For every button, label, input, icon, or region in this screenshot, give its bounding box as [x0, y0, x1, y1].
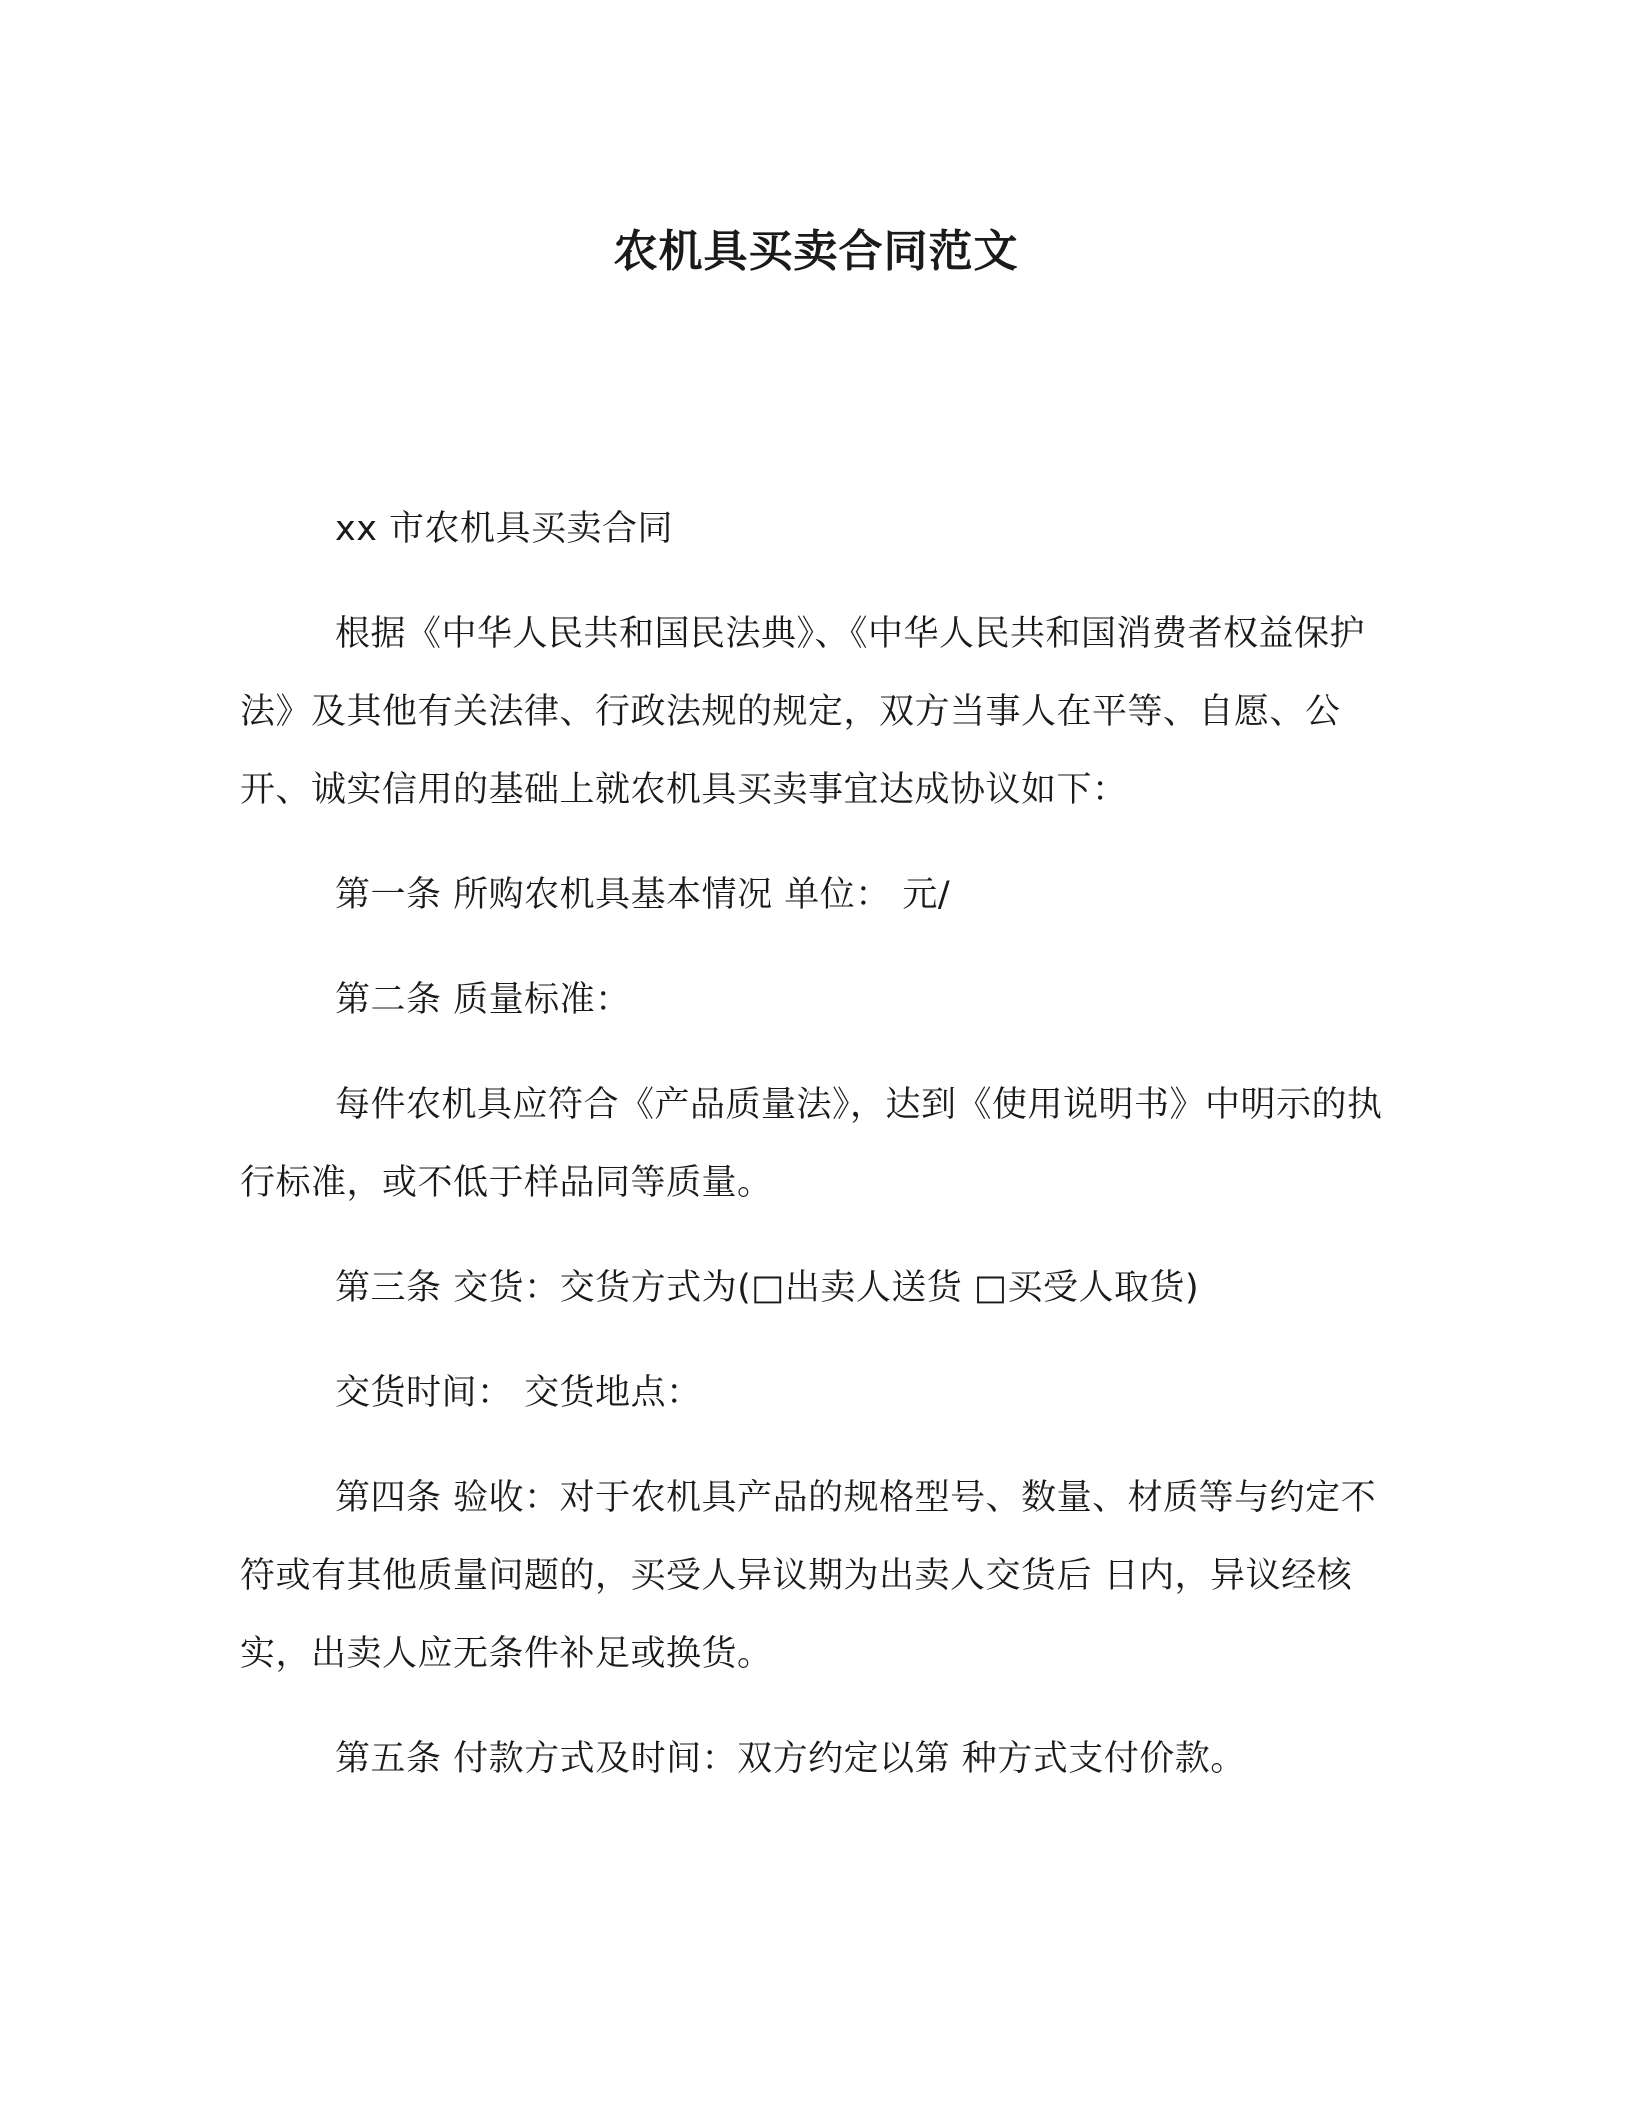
- delivery-time-place: 交货时间： 交货地点：: [335, 1373, 702, 1413]
- document-body: [240, 490, 1395, 1798]
- quality-standard-paragraph: 每件农机具应符合《产品质量法》，达到《使用说明书》中明示的执行标准，或不低于样品同等质量。: [240, 1085, 1383, 1203]
- article-3: 第三条 交货：交货方式为(□出卖人送货 □买受人取货): [335, 1268, 1200, 1308]
- article-5: 第五条 付款方式及时间：双方约定以第 种方式支付价款。: [335, 1739, 1246, 1779]
- article-2: 第二条 质量标准：: [335, 980, 631, 1020]
- document-title: 农机具买卖合同范文: [613, 226, 1019, 277]
- preamble-paragraph: 根据《中华人民共和国民法典》、《中华人民共和国消费者权益保护法》及其他有关法律、行政法规的规定，双方当事人在平等、自愿、公开、诚实信用的基础上就农机具买卖事宜达成协议如下：: [240, 614, 1366, 810]
- article-1: 第一条 所购农机具基本情况 单位： 元/: [335, 875, 951, 915]
- contract-heading: xx 市农机具买卖合同: [335, 509, 674, 549]
- article-4: 第四条 验收：对于农机具产品的规格型号、数量、材质等与约定不符或有其他质量问题的，买受人异议期为出卖人交货后 日内，异议经核实，出卖人应无条件补足或换货。: [240, 1478, 1377, 1674]
